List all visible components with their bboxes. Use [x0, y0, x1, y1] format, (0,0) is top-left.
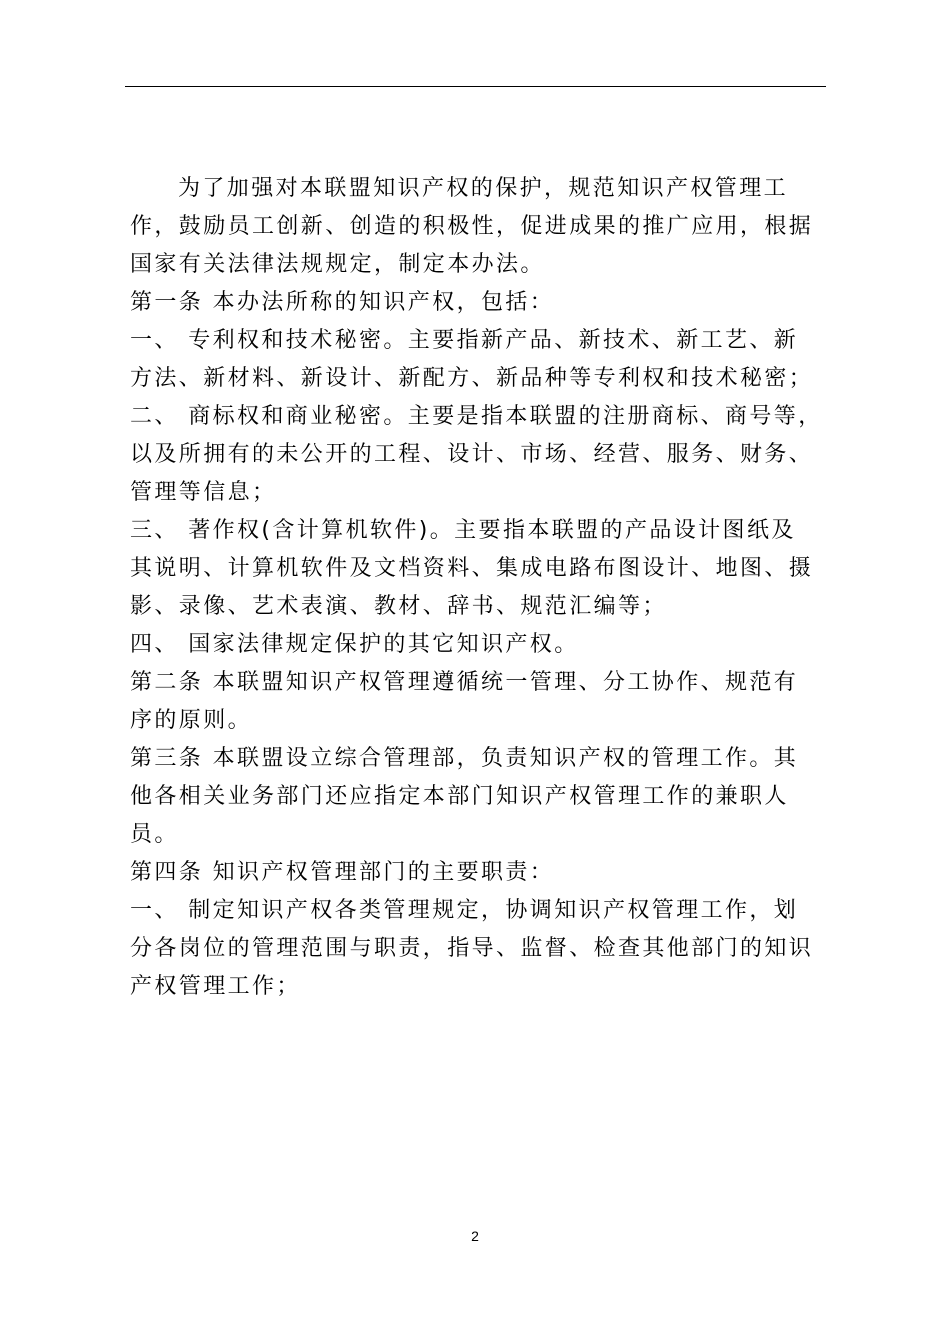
list-item-line: 三、 著作权(含计算机软件)。主要指本联盟的产品设计图纸及 [130, 518, 796, 543]
list-item-line: 产权管理工作； [130, 974, 301, 999]
list-item-line: 管理等信息； [130, 480, 277, 505]
list-item-line: 一、 制定知识产权各类管理规定，协调知识产权管理工作，划 [130, 898, 799, 923]
article-line: 员。 [130, 822, 179, 847]
list-item-line: 方法、新材料、新设计、新配方、新品种等专利权和技术秘密； [130, 366, 814, 391]
list-item-line: 二、 商标权和商业秘密。主要是指本联盟的注册商标、商号等， [130, 404, 823, 429]
header-rule [125, 86, 826, 87]
list-item-line: 四、 国家法律规定保护的其它知识产权。 [130, 632, 579, 657]
list-item-line: 分各岗位的管理范围与职责，指导、监督、检查其他部门的知识 [130, 936, 814, 961]
paragraph-line: 国家有关法律法规规定，制定本办法。 [130, 252, 545, 277]
list-item-line: 影、录像、艺术表演、教材、辞书、规范汇编等； [130, 594, 667, 619]
article-line: 他各相关业务部门还应指定本部门知识产权管理工作的兼职人 [130, 784, 789, 809]
paragraph-line: 作，鼓励员工创新、创造的积极性，促进成果的推广应用，根据 [130, 214, 814, 239]
article-heading-line: 第四条 知识产权管理部门的主要职责： [130, 860, 555, 885]
list-item-line: 一、 专利权和技术秘密。主要指新产品、新技术、新工艺、新 [130, 328, 799, 353]
article-line: 序的原则。 [130, 708, 253, 733]
article-line: 第二条 本联盟知识产权管理遵循统一管理、分工协作、规范有 [130, 670, 799, 695]
document-body [130, 170, 830, 1006]
page-number: 2 [471, 1228, 479, 1244]
paragraph-line: 为了加强对本联盟知识产权的保护，规范知识产权管理工 [178, 176, 789, 201]
article-heading-line: 第一条 本办法所称的知识产权，包括： [130, 290, 555, 315]
list-item-line: 其说明、计算机软件及文档资料、集成电路布图设计、地图、摄 [130, 556, 814, 581]
list-item-line: 以及所拥有的未公开的工程、设计、市场、经营、服务、财务、 [130, 442, 814, 467]
article-line: 第三条 本联盟设立综合管理部，负责知识产权的管理工作。其 [130, 746, 799, 771]
